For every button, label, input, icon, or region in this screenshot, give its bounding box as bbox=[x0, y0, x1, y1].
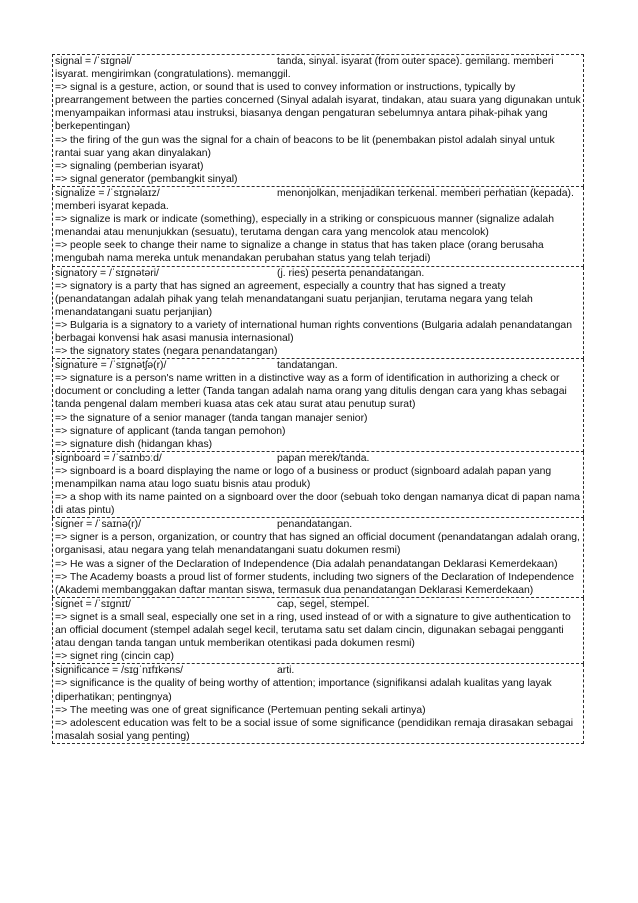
short-meaning: cap, segel, stempel. bbox=[277, 598, 370, 610]
dictionary-entry bbox=[52, 267, 584, 360]
dictionary-page bbox=[52, 54, 584, 744]
short-meaning: papan merek/tanda. bbox=[277, 452, 370, 464]
entry-headline bbox=[55, 55, 581, 81]
short-meaning: tandatangan. bbox=[277, 360, 338, 372]
headword: significance = /sɪɡˈnɪfɪkəns/ bbox=[55, 665, 184, 677]
example-line: => signature dish (hidangan khas) bbox=[55, 438, 213, 450]
example-line: => a shop with its name painted on a signboard over the door (sebuah toko dengan namanya dicat di papan nama di atas pintu) bbox=[55, 492, 581, 517]
entry-headline bbox=[55, 664, 581, 677]
example-line: => adolescent education was felt to be a social issue of some significance (pendidikan remaja dirasakan sebagai masalah sosial yang penting) bbox=[55, 717, 574, 742]
example-line: => the firing of the gun was the signal for a chain of beacons to be lit (penembakan pistol adalah sinyal untuk rantai suar yang akan dinyalakan) bbox=[55, 134, 555, 159]
example-line: => signet ring (cincin cap) bbox=[55, 651, 174, 663]
headword: signer = /ˈsaɪnə(r)/ bbox=[55, 519, 141, 531]
example-line: => signaling (pemberian isyarat) bbox=[55, 160, 204, 172]
headword: signboard = /ˈsaɪnbɔːd/ bbox=[55, 452, 162, 464]
headword: signet = /ˈsɪɡnɪt/ bbox=[55, 598, 131, 610]
dictionary-entry bbox=[52, 518, 584, 598]
headword: signalize = /ˈsɪɡnəlaɪz/ bbox=[55, 187, 160, 199]
example-line: => signature of applicant (tanda tangan pemohon) bbox=[55, 425, 286, 437]
example-line: => Bulgaria is a signatory to a variety of international human rights conventions (Bulgaria adalah penandatangan berbagai konvensi hak asasi manusia internasional) bbox=[55, 319, 572, 344]
entry-headline bbox=[55, 598, 581, 611]
short-meaning: menonjolkan, menjadikan terkenal. memberi perhatian (kepada). memberi isyarat kepada. bbox=[55, 187, 574, 213]
example-line: => The Academy boasts a proud list of former students, including two signers of the Declaration of Independence (Akademi membanggakan daftar mantan siswa, termasuk dua penandatangan Deklarasi Kemerdekaan) bbox=[55, 571, 575, 596]
headword: signatory = /ˈsɪɡnətəri/ bbox=[55, 267, 159, 279]
example-line: => The meeting was one of great significance (Pertemuan penting sekali artinya) bbox=[55, 704, 426, 716]
example-line: => signal is a gesture, action, or sound that is used to convey information or instructions, typically by prearrangement between the parties concerned (Sinyal adalah isyarat, tindakan, atau suara yang digunakan untuk menyampaikan informasi atau instruksi, biasanya dengan pengaturan sebelumnya antara pihak-pihak yang berkepentingan) bbox=[55, 82, 581, 133]
dictionary-entry bbox=[52, 187, 584, 267]
dictionary-entry bbox=[52, 359, 584, 452]
short-meaning: arti. bbox=[277, 665, 295, 677]
example-line: => signer is a person, organization, or country that has signed an official document (penandatangan adalah orang, organisasi, atau negara yang telah menandatangani suatu dokumen resmi) bbox=[55, 532, 580, 557]
dictionary-entry bbox=[52, 452, 584, 518]
entry-headline bbox=[55, 359, 581, 372]
dictionary-entry bbox=[52, 664, 584, 744]
headword: signature = /ˈsɪɡnətʃə(r)/ bbox=[55, 360, 167, 372]
example-line: => the signature of a senior manager (tanda tangan manajer senior) bbox=[55, 412, 368, 424]
short-meaning: (j. ries) peserta penandatangan. bbox=[277, 267, 425, 279]
entry-headline bbox=[55, 187, 581, 213]
example-line: => signature is a person's name written in a distinctive way as a form of identification in authorizing a check or document or concluding a letter (Tanda tangan adalah nama orang yang ditulis dengan cara yang khas sebagai tanda pengenal dalam memberi kuasa atas cek atau surat atau penutup surat) bbox=[55, 373, 567, 411]
entry-headline bbox=[55, 518, 581, 531]
example-line: => significance is the quality of being worthy of attention; importance (signifikansi adalah kualitas yang layak diperhatikan; pentingnya) bbox=[55, 678, 552, 703]
short-meaning: tanda, sinyal. isyarat (from outer space). gemilang. memberi isyarat. mengirimkan (congratulations). memanggil. bbox=[55, 56, 554, 81]
dictionary-entry bbox=[52, 54, 584, 187]
entry-headline bbox=[55, 267, 581, 280]
short-meaning: penandatangan. bbox=[277, 519, 353, 531]
example-line: => signboard is a board displaying the name or logo of a business or product (signboard adalah papan yang menampilkan nama atau logo suatu bisnis atau produk) bbox=[55, 465, 552, 490]
dictionary-entry bbox=[52, 598, 584, 664]
example-line: => people seek to change their name to signalize a change in status that has taken place (orang berusaha mengubah nama mereka untuk menandakan perubahan status yang telah terjadi) bbox=[55, 240, 544, 265]
example-line: => signalize is mark or indicate (something), especially in a striking or conspicuous manner (signalize adalah menandai atau menunjukkan (sesuatu), terutama dengan cara yang mencolok atau mencolok) bbox=[55, 214, 554, 239]
example-line: => signet is a small seal, especially one set in a ring, used instead of or with a signature to give authentication to an official document (stempel adalah segel kecil, terutama satu set dalam cincin, digunakan sebagai pengganti atau dengan tanda tangan untuk memberikan otentikasi pada dokumen resmi) bbox=[55, 611, 571, 650]
example-line: => the signatory states (negara penandatangan) bbox=[55, 346, 278, 358]
entry-headline bbox=[55, 452, 581, 465]
example-line: => He was a signer of the Declaration of Independence (Dia adalah penandatangan Deklarasi Kemerdekaan) bbox=[55, 558, 558, 570]
example-line: => signal generator (pembangkit sinyal) bbox=[55, 173, 238, 185]
example-line: => signatory is a party that has signed an agreement, especially a country that has signed a treaty (penandatangan adalah pihak yang telah menandatangani suatu perjanjian, terutama negara yang telah menandatangani suatu perjanjian) bbox=[55, 280, 533, 318]
headword: signal = /ˈsɪɡnəl/ bbox=[55, 56, 132, 67]
